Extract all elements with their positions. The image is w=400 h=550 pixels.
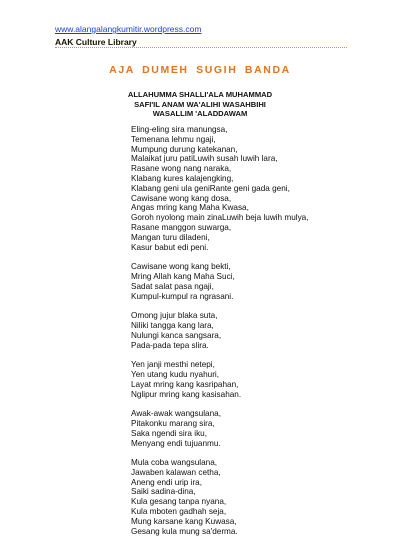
page-header [55,24,201,48]
site-url-link[interactable]: www.alangalangkumitir.wordpress.com [55,24,202,34]
poem-line: Omong jujur blaka suta, [131,311,218,321]
poem-line: Mring Allah kang Maha Suci, [131,271,235,281]
poem-line: Rasane wong nang naraka, [131,164,232,174]
poem-line: Cawisane wong kang bekti, [131,262,231,272]
poem-line: Awak-awak wangsulana, [131,409,221,419]
poem-line: Aneng endi urip ira, [131,477,203,487]
poem-stanza [131,125,309,252]
poem-line: Angas mring kang Maha Kwasa, [131,203,249,213]
poem-line: Gesang kula mung sa'derma. [131,526,238,536]
poem-stanza [131,409,309,448]
poem-line: Yen janji mesthi netepi, [131,360,215,370]
invocation-line: SAFI'IL ANAM WA'ALIHI WASAHBIHI [134,99,266,109]
poem-line: Mumpung durung katekanan, [131,144,238,154]
library-label: AAK Culture Library [55,37,137,47]
invocation-line: WASALLIM 'ALADDAWAM [152,109,248,119]
poem-line: Saka ngendi sira iku, [131,428,208,438]
poem-line: Yen utang kudu nyahuri, [131,369,220,379]
poem-body [131,125,309,546]
invocation-block [0,90,400,119]
poem-line: Kula mboten gadhah seja, [131,507,227,517]
poem-line: Nulungi kanca sangsara, [131,330,222,340]
poem-stanza [131,360,309,399]
poem-stanza [131,262,309,301]
poem-line: Mula coba wangsulana, [131,458,218,468]
poem-line: Layat mring kang kasripahan, [131,379,239,389]
poem-line: Pada-pada tepa slira. [131,340,209,350]
poem-title: AJA DUMEH SUGIH BANDA [109,64,291,76]
poem-line: Klabang kures kalajengking, [131,173,234,183]
poem-line: Eling-eling sira manungsa, [131,125,228,134]
dotted-divider [55,47,347,48]
poem-line: Sadat salat pasa ngaji, [131,281,214,291]
poem-line: Malaikat juru patiLuwih susah luwih lara, [131,154,278,164]
poem-line: Kasur babut edi peni. [131,242,209,252]
poem-line: Niliki tangga kang lara, [131,320,214,330]
poem-line: Saiki sadina-dina, [131,487,196,497]
poem-line: Pitakonku marang sira, [131,418,215,428]
poem-line: Mangan turu diladeni, [131,232,210,242]
poem-line: Mung karsane kang Kuwasa, [131,516,237,526]
poem-line: Cawisane wong kang dosa, [131,193,232,203]
poem-line: Jawaben kalawan cetha, [131,467,221,477]
poem-line: Temenana lehmu ngaji, [131,134,216,144]
poem-line: Nglipur mring kang kasisahan. [131,389,242,399]
poem-line: Menyang endi tujuanmu. [131,438,221,448]
poem-line: Rasane manggon suwarga, [131,222,232,232]
poem-stanza [131,458,309,536]
poem-line: Goroh nyolong main zinaLuwih beja luwih mulya, [131,213,309,223]
poem-line: Kula gesang tanpa nyana, [131,497,227,507]
poem-stanza [131,311,309,350]
invocation-line: ALLAHUMMA SHALLI'ALA MUHAMMAD [127,90,273,99]
poem-line: Kumpul-kumpul ra ngrasani. [131,291,234,301]
poem-line: Klabang geni ula geniRante geni gada geni, [131,183,290,193]
